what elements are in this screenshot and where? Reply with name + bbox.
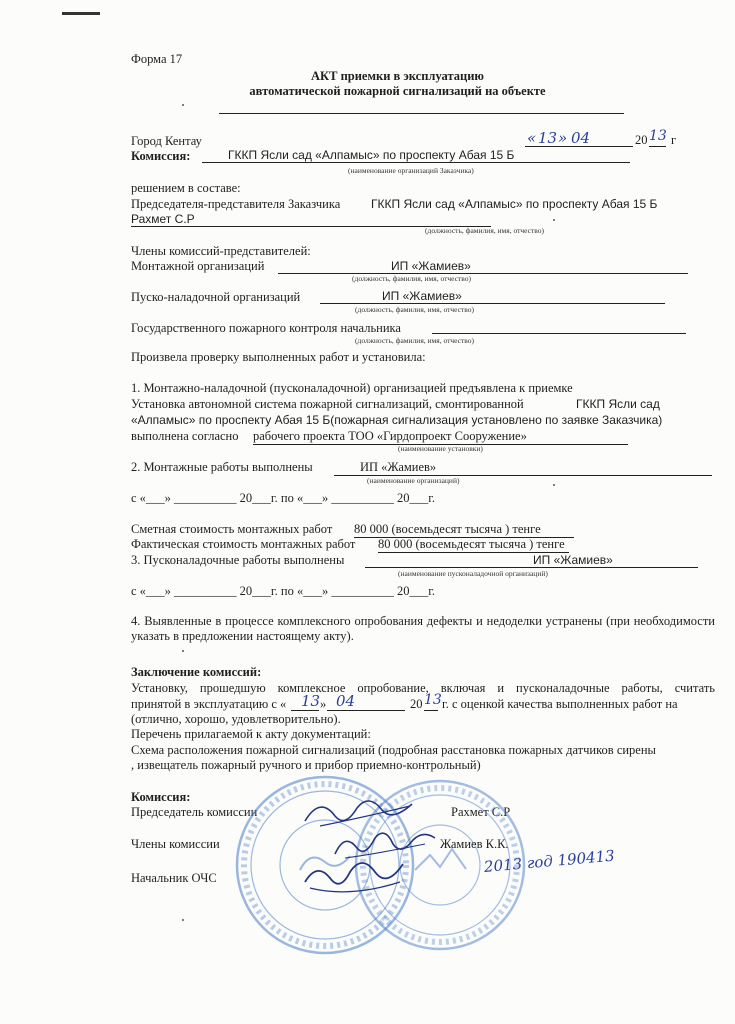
item3-label: 3. Пусконаладочные работы выполнены <box>131 553 345 567</box>
accepted-date-mid: » <box>320 697 327 711</box>
date-close-quote: » <box>558 129 568 147</box>
accepted-date-suffix: г. с оценкой качества выполненных работ на <box>442 697 678 711</box>
chairman-caption: (должность, фамилия, имя, отчество) <box>425 226 545 235</box>
date-underline <box>525 146 633 147</box>
item1-line1: 1. Монтажно-наладочной (пусконаладочной) организацией предъявлена к приемке <box>131 381 573 395</box>
chairman-signature-label: Председатель комиссии <box>131 805 258 819</box>
commission-label: Комиссия: <box>131 149 191 163</box>
accepted-day-underline <box>291 710 319 711</box>
date-field <box>525 128 690 148</box>
item2-value: ИП «Жамиев» <box>334 460 712 476</box>
commissioning-org-label: Пуско-наладочной организаций <box>131 290 301 304</box>
accepted-date-prefix: принятой в эксплуатацию с « <box>131 697 287 711</box>
conclusion-line6: , извещатель пожарный ручного и прибор приемно-контрольный) <box>131 758 481 772</box>
composition-label: решением в составе: <box>131 181 241 195</box>
accepted-year-prefix: 20 <box>410 697 423 711</box>
commissioning-org-value: ИП «Жамиев» <box>320 289 665 304</box>
chairman-value-line1: ГККП Ясли сад «Алпамыс» по проспекту Абая 15 Б <box>371 197 658 211</box>
commission-caption: (наименование организаций Заказчика) <box>348 166 474 175</box>
actual-cost-value: 80 000 (восемьдесят тысяча ) тенге <box>378 537 569 553</box>
conclusion-line4: Перечень прилагаемой к акту документаций: <box>131 727 371 741</box>
item1-line3: «Алпамыс» по проспекту Абая 15 Б(пожарная сигнализация установлено по заявке Заказчика) <box>131 413 663 427</box>
commission-value: ГККП Ясли сад «Алпамыс» по проспекту Абая 15 Б <box>202 148 630 163</box>
conclusion-heading: Заключение комиссий: <box>131 665 262 679</box>
year-unit: г <box>671 133 677 147</box>
item2-label: 2. Монтажные работы выполнены <box>131 460 313 474</box>
conclusion-line2 <box>131 694 715 712</box>
state-fire-control-label: Государственного пожарного контроля начальника <box>131 321 401 335</box>
item3-value: ИП «Жамиев» <box>365 553 698 568</box>
conclusion-line3: (отлично, хорошо, удовлетворительно). <box>131 712 341 726</box>
item1-line4-value: рабочего проекта ТОО «Гирдопроект Сооружение» <box>253 429 628 445</box>
item3-dates: с «___» __________ 20___г. по «___» __________ 20___г. <box>131 584 436 598</box>
chairman-signature-name: Рахмет С.Р <box>451 805 511 819</box>
year-underline <box>649 146 666 147</box>
installation-org-value: ИП «Жамиев» <box>278 259 688 274</box>
item1-line2-value: ГККП Ясли сад <box>576 397 660 411</box>
chairman-value-line2: Рахмет С.Р <box>131 212 491 227</box>
date-day: 13 <box>538 129 558 147</box>
item1-line4-prefix: выполнена согласно <box>131 429 239 443</box>
installation-org-caption: (должность, фамилия, имя, отчество) <box>352 274 472 283</box>
chairman-label: Председателя-представителя Заказчика <box>131 197 341 211</box>
conclusion-line5: Схема расположения пожарной сигнализаций (подробная расстановка пожарных датчиков сирены <box>131 743 656 757</box>
conclusion-line1: Установку, прошедшую комплексное опробование, включая и пусконаладочные работы, считать <box>131 681 715 695</box>
inspection-text: Произвела проверку выполненных работ и установила: <box>131 350 426 364</box>
item2-caption: (наименование организаций) <box>367 476 460 485</box>
title-underline <box>219 113 624 114</box>
item4-text: 4. Выявленные в процессе комплексного опробования дефекты и недоделки устранены (при необходимости указать в предложении настоящему акту). <box>131 614 715 643</box>
commissioning-org-caption: (должность, фамилия, имя, отчество) <box>355 305 475 314</box>
accepted-date-day: 13 <box>301 692 321 710</box>
date-open-quote: « <box>527 129 537 147</box>
estimated-cost-label: Сметная стоимость монтажных работ <box>131 522 333 536</box>
item1-line2-prefix: Установка автономной система пожарной сигнализаций, смонтированной <box>131 397 524 411</box>
item3-caption: (наименование пусконаладочной организаций) <box>398 569 548 578</box>
head-handwritten-date: 2013 год 190413 <box>483 846 616 876</box>
estimated-cost-value: 80 000 (восемьдесят тысяча ) тенге <box>354 522 574 538</box>
year-suffix: 13 <box>649 128 667 144</box>
head-signature-icon <box>300 860 410 900</box>
members-label: Члены комиссий-представителей: <box>131 244 311 258</box>
document-title-line2: автоматической пожарной сигнализаций на объекте <box>249 84 546 98</box>
accepted-date-month: 04 <box>336 692 356 710</box>
city-label: Город Кентау <box>131 134 202 148</box>
accepted-year-underline <box>424 710 438 711</box>
members-signature-label: Члены комиссии <box>131 837 220 851</box>
members-signature-name: Жамиев К.К. <box>440 837 509 851</box>
item1-caption: (наименование установки) <box>398 444 483 453</box>
actual-cost-label: Фактическая стоимость монтажных работ <box>131 537 356 551</box>
scan-mark <box>62 12 100 15</box>
date-month: 04 <box>571 129 591 147</box>
installation-org-label: Монтажной организаций <box>131 259 265 273</box>
signatures-heading: Комиссия: <box>131 790 191 804</box>
state-fire-control-line <box>432 333 686 334</box>
form-number: Форма 17 <box>131 52 183 66</box>
document-title-line1: АКТ приемки в эксплуатацию <box>311 69 484 83</box>
accepted-year: 13 <box>424 692 442 708</box>
item2-dates: с «___» __________ 20___г. по «___» __________ 20___г. <box>131 491 436 505</box>
accepted-month-underline <box>327 710 405 711</box>
head-signature-label: Начальник ОЧС <box>131 871 217 885</box>
year-prefix: 20 <box>635 133 648 147</box>
state-fire-control-caption: (должность, фамилия, имя, отчество) <box>355 336 475 345</box>
